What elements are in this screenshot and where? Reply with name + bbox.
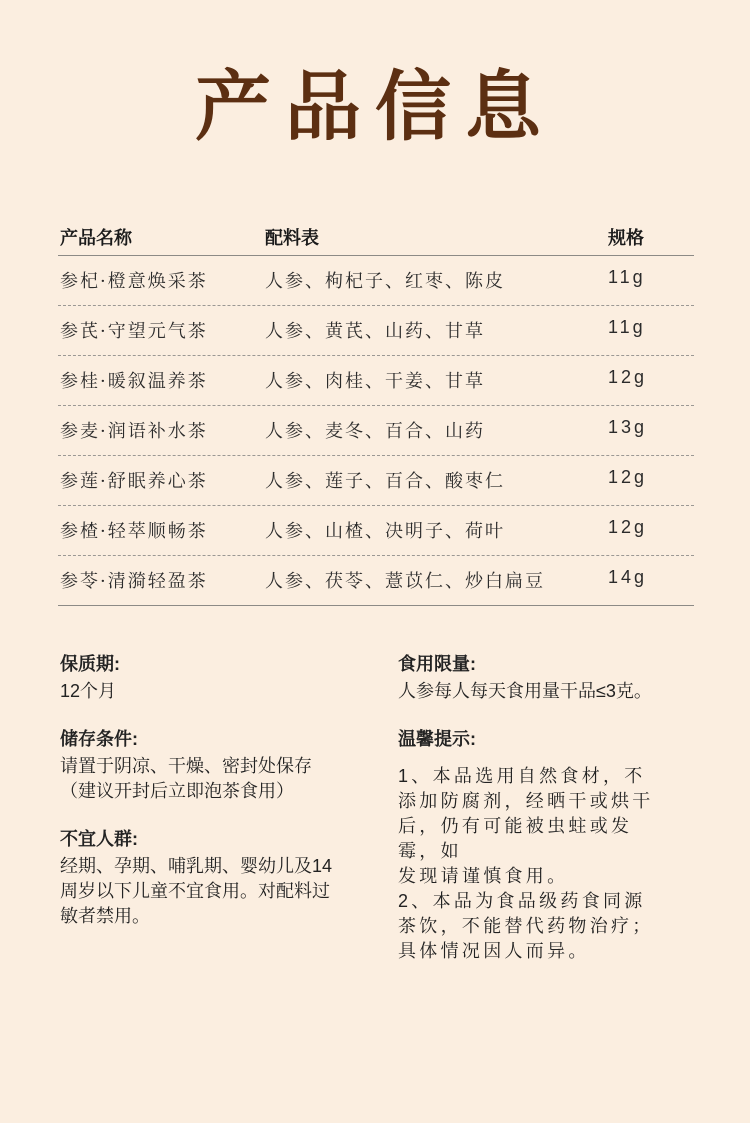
table-row	[58, 456, 694, 506]
product-name: 参苓·清漪轻盈茶	[60, 571, 208, 592]
product-ingredients: 人参、肉桂、干姜、甘草	[265, 371, 485, 392]
product-name: 参莲·舒眠养心茶	[60, 471, 208, 492]
product-spec: 13g	[608, 417, 648, 437]
limit-heading: 食用限量:	[398, 654, 476, 674]
table-row	[58, 406, 694, 456]
product-ingredients: 人参、莲子、百合、酸枣仁	[265, 471, 505, 492]
shelf-life-section	[60, 652, 360, 704]
product-name: 参芪·守望元气茶	[60, 321, 208, 342]
header-ingredients: 配料表	[265, 228, 319, 248]
storage-text: 请置于阴凉、干燥、密封处保存 （建议开封后立即泡茶食用）	[60, 756, 312, 801]
product-ingredients: 人参、枸杞子、红枣、陈皮	[265, 271, 505, 292]
table-row	[58, 356, 694, 406]
table-row	[58, 556, 694, 606]
product-name: 参杞·橙意焕采茶	[60, 271, 208, 292]
header-spec: 规格	[608, 228, 644, 248]
storage-heading: 储存条件:	[60, 729, 138, 749]
product-name: 参楂·轻萃顺畅茶	[60, 521, 208, 542]
tips-section	[398, 727, 668, 964]
info-left-column	[60, 652, 360, 952]
info-right-column	[398, 652, 668, 987]
shelf-life-text: 12个月	[60, 681, 117, 701]
product-ingredients: 人参、茯苓、薏苡仁、炒白扁豆	[265, 571, 545, 592]
unsuitable-heading: 不宜人群:	[60, 829, 138, 849]
table-row	[58, 256, 694, 306]
header-product-name: 产品名称	[60, 228, 132, 248]
product-ingredients: 人参、黄芪、山药、甘草	[265, 321, 485, 342]
limit-section	[398, 652, 668, 704]
product-table	[58, 222, 694, 606]
limit-text: 人参每人每天食用量干品≤3克。	[398, 681, 652, 701]
product-ingredients: 人参、山楂、决明子、荷叶	[265, 521, 505, 542]
tips-heading: 温馨提示:	[398, 729, 476, 749]
product-name: 参麦·润语补水茶	[60, 421, 208, 442]
product-spec: 11g	[608, 317, 646, 337]
product-spec: 14g	[608, 567, 648, 587]
shelf-life-heading: 保质期:	[60, 654, 120, 674]
storage-section	[60, 727, 360, 804]
product-spec: 11g	[608, 267, 646, 287]
page-title: 产品信息	[195, 62, 555, 151]
table-row	[58, 506, 694, 556]
unsuitable-section	[60, 827, 360, 929]
product-spec: 12g	[608, 467, 648, 487]
product-name: 参桂·暖叙温养茶	[60, 371, 208, 392]
unsuitable-text: 经期、孕期、哺乳期、婴幼儿及14 周岁以下儿童不宜食用。对配料过 敏者禁用。	[60, 856, 333, 926]
product-spec: 12g	[608, 367, 648, 387]
product-ingredients: 人参、麦冬、百合、山药	[265, 421, 485, 442]
tips-text: 1、本品选用自然食材，不 添加防腐剂，经晒干或烘干 后，仍有可能被虫蛀或发霉，如 发现请谨慎食用。 2、本品为食品级药食同源 茶饮，不能替代药物治疗； 具体情况因人而异。	[398, 766, 654, 961]
table-header	[58, 222, 694, 256]
table-row	[58, 306, 694, 356]
product-spec: 12g	[608, 517, 648, 537]
